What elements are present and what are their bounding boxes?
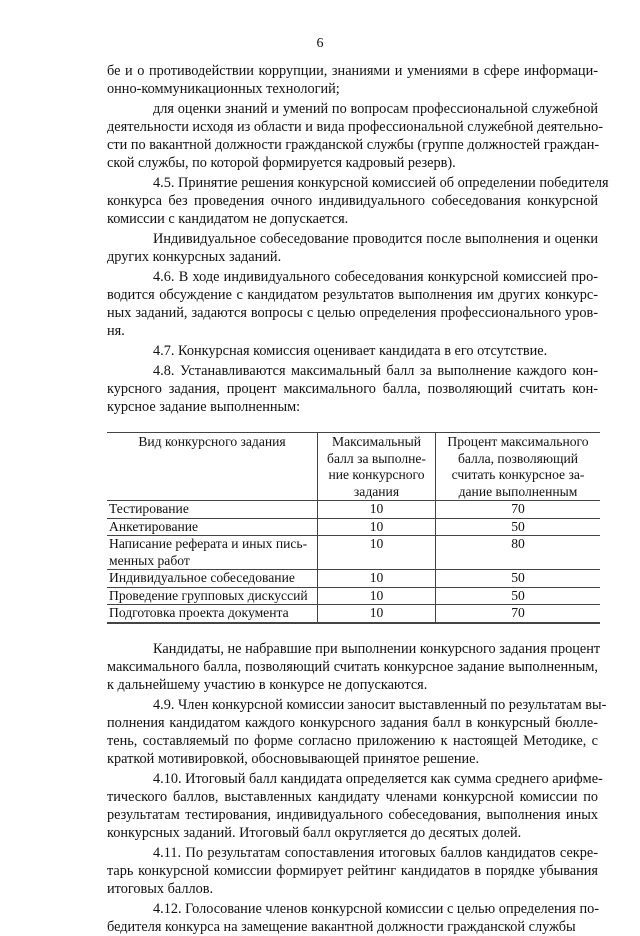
text-line: бедителя конкурса на замещение вакантной должности гражданской службы bbox=[107, 918, 576, 935]
paragraph bbox=[107, 844, 598, 898]
page-content bbox=[107, 62, 609, 936]
text-line: итоговых баллов. bbox=[107, 880, 214, 897]
paragraph bbox=[107, 696, 607, 768]
top-text-block bbox=[107, 62, 609, 416]
paragraph bbox=[107, 62, 598, 98]
table-row bbox=[107, 536, 600, 570]
text-line: 4.11. По результатам сопоставления итоговых баллов кандидатов секре- bbox=[153, 844, 598, 861]
text-line: курсного задания, процент максимального балла, позволяющий считать кон- bbox=[107, 381, 598, 397]
text-line: ской службы, по которой формируется кадровый резерв). bbox=[107, 155, 456, 171]
pass-percent-cell: 70 bbox=[436, 605, 601, 623]
text-line: 4.9. Член конкурсной комиссии заносит выставленный по результатам вы- bbox=[153, 696, 607, 713]
pass-percent-cell: 50 bbox=[436, 587, 601, 605]
paragraph bbox=[107, 230, 598, 266]
pass-percent-cell: 80 bbox=[436, 536, 601, 570]
text-line: 4.7. Конкурсная комиссия оценивает кандидата в его отсутствие. bbox=[153, 343, 548, 359]
paragraph bbox=[107, 640, 601, 694]
paragraph bbox=[107, 770, 603, 842]
text-line: ных заданий, задаются вопросы с целью определения профессионального уров- bbox=[107, 305, 598, 321]
pass-percent-cell: 50 bbox=[436, 570, 601, 588]
table-row bbox=[107, 518, 600, 536]
task-type-cell: Индивидуальное собеседование bbox=[107, 570, 318, 588]
text-line: других конкурсных заданий. bbox=[107, 249, 282, 265]
text-line: курсное задание выполненным: bbox=[107, 399, 301, 415]
text-line: результатам тестирования, индивидуального собеседования, выполнения иных bbox=[107, 806, 598, 823]
pass-percent-cell: 70 bbox=[436, 501, 601, 519]
text-line: максимального балла, позволяющий считать конкурсное задание выполненным, bbox=[107, 658, 598, 675]
max-score-cell: 10 bbox=[318, 518, 436, 536]
table-row bbox=[107, 587, 600, 605]
task-criteria-table bbox=[107, 432, 600, 624]
text-line: для оценки знаний и умений по вопросам профессиональной служебной bbox=[153, 101, 598, 117]
table-header-row bbox=[107, 433, 600, 501]
bottom-text-block bbox=[107, 640, 607, 936]
text-line: конкурса без проведения очного индивидуального собеседования конкурсной bbox=[107, 193, 598, 209]
text-line: тень, составляемый по форме согласно приложению к настоящей Методике, с bbox=[107, 732, 598, 749]
table-row bbox=[107, 501, 600, 519]
text-line: деятельности исходя из области и вида профессиональной служебной деятельно- bbox=[107, 119, 604, 135]
text-line: 4.10. Итоговый балл кандидата определяется как сумма среднего арифме- bbox=[153, 770, 603, 787]
text-line: бе и о противодействии коррупции, знаниями и умениями в сфере информаци- bbox=[107, 63, 598, 79]
task-type-cell: Тестирование bbox=[107, 501, 318, 519]
text-line: комиссии с кандидатом не допускается. bbox=[107, 211, 349, 227]
text-line: 4.8. Устанавливаются максимальный балл за выполнение каждого кон- bbox=[153, 363, 598, 379]
max-score-cell: 10 bbox=[318, 587, 436, 605]
paragraph bbox=[107, 268, 598, 340]
text-line: водится обсуждение с кандидатом результатов выполнения им других конкурс- bbox=[107, 287, 598, 303]
task-type-cell: Подготовка проекта документа bbox=[107, 605, 318, 623]
text-line: тарь конкурсной комиссии формирует рейтинг кандидатов в порядке убывания bbox=[107, 862, 598, 879]
header-task-type: Вид конкурсного задания bbox=[107, 433, 318, 501]
text-line: тического баллов, выставленных кандидату членами конкурсной комиссии по bbox=[107, 788, 598, 805]
text-line: 4.5. Принятие решения конкурсной комиссией об определении победителя bbox=[153, 175, 609, 191]
text-line: конкурсных заданий. Итоговый балл округляется до десятых долей. bbox=[107, 824, 522, 841]
text-line: ня. bbox=[107, 323, 125, 339]
max-score-cell: 10 bbox=[318, 501, 436, 519]
pass-percent-cell: 50 bbox=[436, 518, 601, 536]
max-score-cell: 10 bbox=[318, 570, 436, 588]
header-pass-percent: Процент максимального балла, позволяющий считать конкурсное за-дание выполненным bbox=[436, 433, 601, 501]
paragraph bbox=[107, 342, 598, 360]
paragraph bbox=[107, 362, 598, 416]
text-line: сти по вакантной должности гражданской службы (группе должностей граждан- bbox=[107, 137, 600, 153]
task-type-cell: Написание реферата и иных пись-менных работ bbox=[107, 536, 318, 570]
task-type-cell: Анкетирование bbox=[107, 518, 318, 536]
text-line: Кандидаты, не набравшие при выполнении конкурсного задания процент bbox=[153, 640, 601, 657]
max-score-cell: 10 bbox=[318, 605, 436, 623]
header-max-score: Максимальный балл за выполне-ние конкурсного задания bbox=[318, 433, 436, 501]
text-line: полнения кандидатом каждого конкурсного задания балл в конкурсный бюлле- bbox=[107, 714, 598, 731]
text-line: 4.6. В ходе индивидуального собеседования конкурсной комиссией про- bbox=[153, 269, 598, 285]
max-score-cell: 10 bbox=[318, 536, 436, 570]
text-line: к дальнейшему участию в конкурсе не допускаются. bbox=[107, 676, 428, 693]
table-row bbox=[107, 570, 600, 588]
text-line: Индивидуальное собеседование проводится после выполнения и оценки bbox=[153, 231, 598, 247]
text-line: краткой мотивировкой, обосновывающей принятое решение. bbox=[107, 750, 480, 767]
text-line: онно-коммуникационных технологий; bbox=[107, 81, 340, 97]
paragraph bbox=[107, 174, 609, 228]
table-row bbox=[107, 605, 600, 623]
text-line: 4.12. Голосование членов конкурсной комиссии с целью определения по- bbox=[153, 900, 600, 917]
page-number: 6 bbox=[316, 36, 324, 51]
task-type-cell: Проведение групповых дискуссий bbox=[107, 587, 318, 605]
paragraph bbox=[107, 100, 604, 172]
